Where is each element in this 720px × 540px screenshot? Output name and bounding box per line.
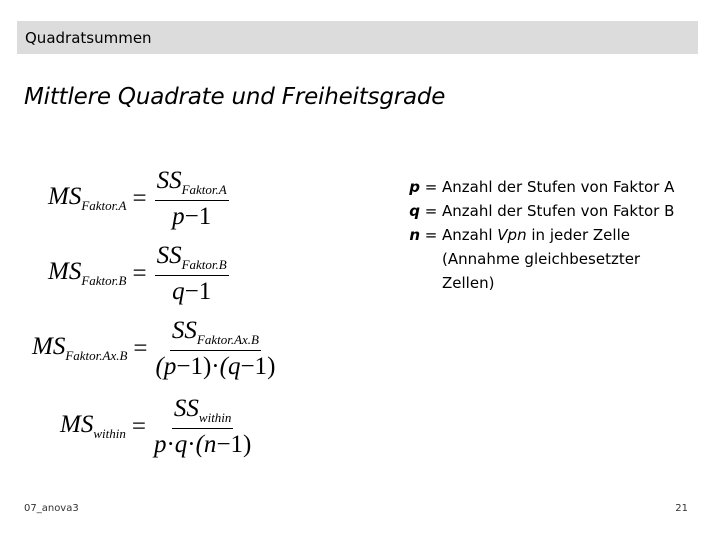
equals-sign: = [132, 184, 147, 212]
legend-item-q [372, 199, 702, 223]
formula-ms-faktor-b [48, 243, 229, 305]
legend-equals: = [424, 178, 438, 196]
denominator: q−1 [172, 277, 212, 305]
denominator: p·q·(n−1) [153, 430, 252, 458]
footer-filename: 07_anova3 [24, 503, 79, 514]
numerator: $SS_{within}$ [172, 396, 234, 429]
fraction [155, 168, 229, 230]
legend-text: Anzahl der Stufen von Faktor B [442, 202, 675, 220]
equals-sign: = [133, 334, 148, 362]
legend-item-p [372, 175, 702, 199]
formula-ms-faktor-a [48, 168, 229, 230]
numerator: $SS_{Faktor.B}$ [155, 243, 229, 276]
header-title: Quadratsummen [25, 29, 152, 47]
formula-lhs: $MS_{Faktor.Ax.B}$ [32, 333, 128, 364]
formula-lhs: $MS_{Faktor.B}$ [48, 258, 127, 289]
denominator: p−1 [172, 202, 212, 230]
legend-equals: = [424, 226, 438, 244]
fraction [156, 318, 276, 380]
legend-key: p [409, 178, 420, 196]
legend-key: q [409, 202, 420, 220]
equals-sign: = [131, 412, 146, 440]
legend-item-n [372, 223, 702, 295]
equals-sign: = [132, 259, 147, 287]
formula-lhs: $MS_{within}$ [60, 411, 126, 442]
variable-legend [372, 175, 702, 295]
numerator: $SS_{Faktor.A}$ [155, 168, 229, 201]
denominator: (p−1)·(q−1) [155, 352, 276, 380]
header-bar [17, 21, 698, 54]
legend-equals: = [424, 202, 438, 220]
formula-ms-faktor-axb [32, 318, 275, 380]
slide-title: Mittlere Quadrate und Freiheitsgrade [24, 84, 446, 110]
page-number: 21 [675, 503, 688, 514]
legend-key: n [409, 226, 420, 244]
formula-lhs: $MS_{Faktor.A}$ [48, 183, 127, 214]
legend-text: Anzahl Vpn in jeder Zelle (Annahme gleichbesetzter Zellen) [442, 226, 641, 292]
fraction [155, 243, 229, 305]
formula-ms-within [60, 396, 251, 458]
numerator: $SS_{Faktor.Ax.B}$ [170, 318, 261, 351]
fraction [154, 396, 251, 458]
legend-text: Anzahl der Stufen von Faktor A [442, 178, 675, 196]
